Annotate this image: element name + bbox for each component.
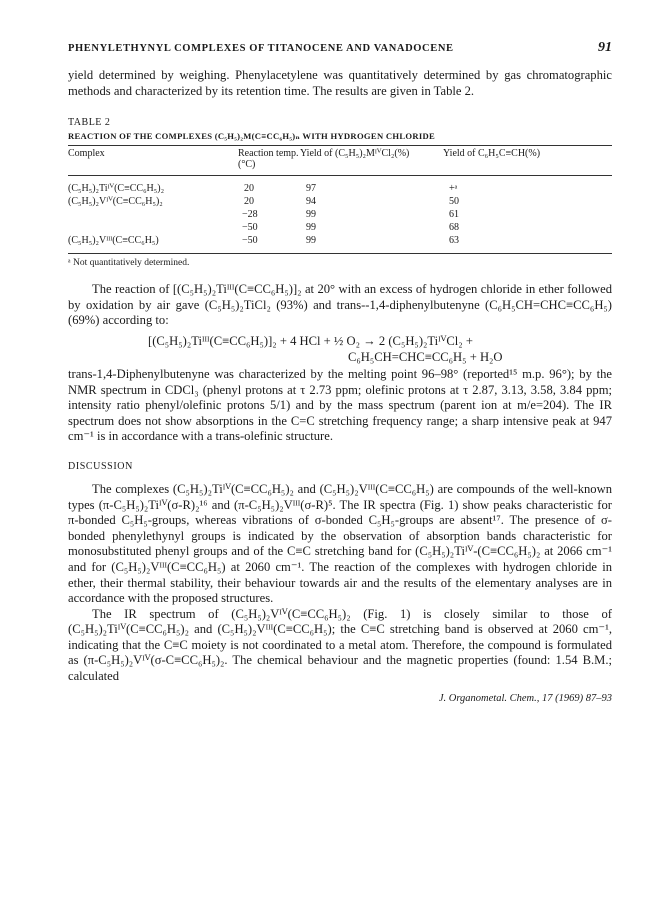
table-cell: 99: [306, 222, 316, 234]
table-cell: (C₅H₅)₂Tiᴵⱽ(C≡CC₆H₅)₂: [68, 183, 165, 195]
table-row: [68, 221, 612, 234]
table-cell: [68, 221, 238, 234]
table-cell: 61: [449, 209, 459, 221]
table-cell: 20: [244, 196, 254, 208]
running-head: PHENYLETHYNYL COMPLEXES OF TITANOCENE AND VANADOCENE: [68, 43, 454, 54]
column-header: Yield of (C₅H₅)₂MᴵⱽCl₂(%): [300, 148, 410, 160]
table-cell: 99: [306, 235, 316, 247]
column-header: Complex: [68, 148, 105, 160]
section-heading: DISCUSSION: [68, 460, 133, 472]
equation-line: [(C₅H₅)₂Tiᴵᴵᴵ(C≡CC₆H₅)]₂ + 4 HCl + ½ O₂ → 2 (C₅H₅)₂TiᴵⱽCl₂ +: [148, 333, 473, 348]
table-cell: 94: [306, 196, 316, 208]
page-number: 91: [598, 40, 612, 55]
table-row: [68, 234, 612, 254]
table-cell: (C₅H₅)₂Vᴵᴵᴵ(C≡CC₆H₅): [68, 235, 159, 247]
table-header-row: [68, 146, 612, 176]
table-title: REACTION OF THE COMPLEXES (C₅H₅)₂M(C≡CC₆H₅)ₙ WITH HYDROGEN CHLORIDE: [68, 131, 436, 142]
table-cell: 68: [449, 222, 459, 234]
table-cell: 63: [449, 235, 459, 247]
table-cell: −28: [242, 209, 258, 221]
chemical-equation: [68, 333, 612, 365]
table-cell: 20: [244, 183, 254, 195]
column-header: Reaction temp. (°C): [238, 148, 299, 171]
page: [68, 40, 612, 704]
table-cell: 50: [449, 196, 459, 208]
results-table: [68, 145, 612, 254]
reaction-paragraph: The reaction of [(C₅H₅)₂Tiᴵᴵᴵ(C≡CC₆H₅)]₂ at 20° with an excess of hydrogen chloride in ether followed by oxidation by air gave (C₅H₅)₂TiCl₂ (93%) and trans--1,4-diphenylbutenyne (C₆H₅CH=CHC≡CC₆H₅) (69%) according to:: [68, 282, 612, 328]
table-footnote: ᵃ Not quantitatively determined.: [68, 258, 190, 269]
equation-line: C₆H₅CH=CHC≡CC₆H₅ + H₂O: [348, 349, 503, 364]
table-row: [68, 176, 612, 196]
page-header: [68, 40, 612, 56]
table-cell: −50: [242, 235, 258, 247]
intro-paragraph: yield determined by weighing. Phenylacetylene was quantitatively determined by gas chromatographic methods and characterized by its retention time. The results are given in Table 2.: [68, 68, 612, 98]
column-header: Yield of C₆H₅C≡CH(%): [443, 148, 541, 160]
table-row: [68, 195, 612, 208]
table-cell: +ᵃ: [449, 183, 458, 195]
table-cell: 99: [306, 209, 316, 221]
table-cell: −50: [242, 222, 258, 234]
discussion-paragraph: The IR spectrum of (C₅H₅)₂Vᴵⱽ(C≡CC₆H₅)₂ (Fig. 1) is closely similar to those of (C₅H₅)₂Tiᴵⱽ(C≡CC₆H₅)₂ and (C₅H₅)₂Vᴵᴵᴵ(C≡CC₆H₅); the C≡C stretching band is observed at 2060 cm⁻¹, indicating that the C≡C moiety is not coordinated to a metal atom. Therefore, the compound is formulated as (π-C₅H₅)₂Vᴵⱽ(σ-C≡CC₆H₅)₂. The chemical behaviour and the magnetic properties (found: 1.54 B.M.; calculated: [68, 606, 612, 684]
journal-reference: J. Organometal. Chem., 17 (1969) 87–93: [438, 692, 612, 704]
table-caption: TABLE 2: [68, 117, 111, 129]
characterization-paragraph: trans-1,4-Diphenylbutenyne was characterized by the melting point 96–98° (reported¹⁵ m.p. 96°); by the NMR spectrum in CDCl₃ (phenyl protons at τ 2.73 ppm; olefinic protons at τ 2.87, 3.13, 3.58, 3.84 ppm; intensity ratio phenyl/olefinic protons 5/1) and by the mass spectrum (parent ion at m/e=204). The IR spectrum does not show absorptions in the C=C stretching frequency range; a sharp intensive peak at 947 cm⁻¹ is in accordance with a trans-olefinic structure.: [68, 366, 612, 444]
table-cell: [68, 208, 238, 221]
table-row: [68, 208, 612, 221]
table-cell: 97: [306, 183, 316, 195]
discussion-paragraph: The complexes (C₅H₅)₂Tiᴵⱽ(C≡CC₆H₅)₂ and (C₅H₅)₂Vᴵᴵᴵ(C≡CC₆H₅) are compounds of the well-known types (π-C₅H₅)₂Tiᴵⱽ(σ-R)₂¹⁶ and (π-C₅H₅)₂Vᴵᴵᴵ(σ-R)⁵. The IR spectra (Fig. 1) show peaks characteristic for π-bonded C₅H₅-groups, whereas vibrations of σ-bonded C₅H₅-groups are absent¹⁷. The presence of σ-bonded phenylethynyl groups is indicated by the observation of absorption bands characteristic for monosubstituted phenyl groups and of the C≡C stretching band for (C₅H₅)₂Tiᴵⱽ-(C≡CC₆H₅)₂ at 2066 cm⁻¹ and for (C₅H₅)₂Vᴵᴵᴵ(C≡CC₆H₅) at 2060 cm⁻¹. The reaction of the complexes with hydrogen chloride in ether, their thermal stability, their behaviour towards air and the results of the elementary analyses are in accordance with the proposed structures.: [68, 481, 612, 606]
table-cell: (C₅H₅)₂Vᴵⱽ(C≡CC₆H₅)₂: [68, 196, 163, 208]
